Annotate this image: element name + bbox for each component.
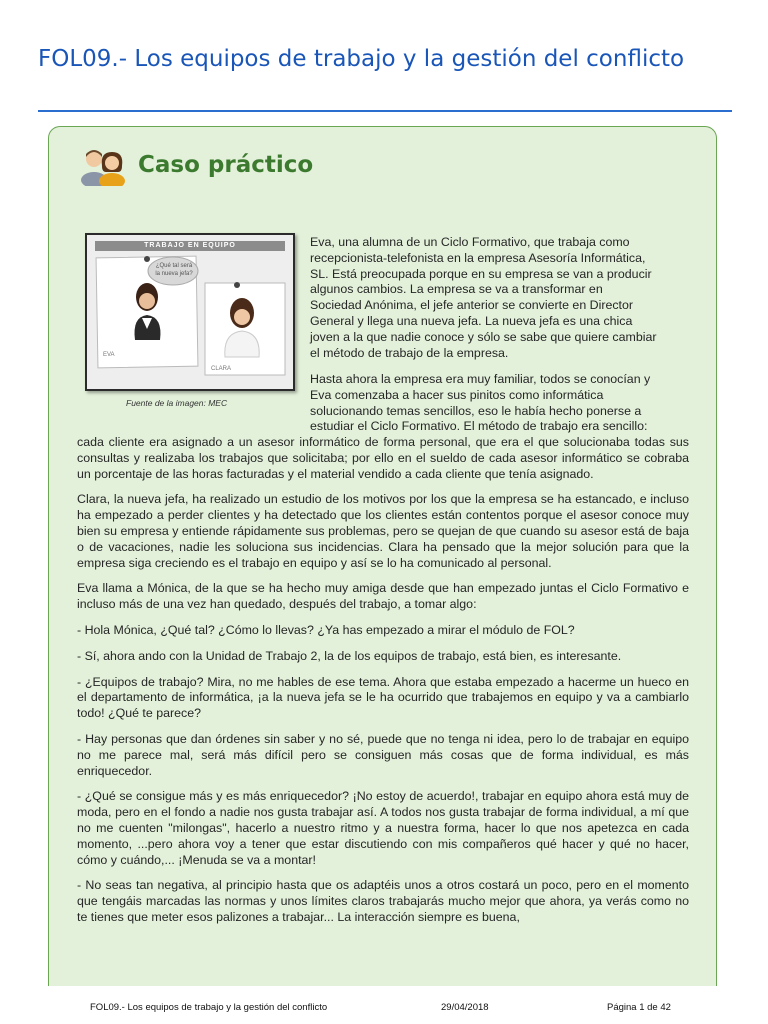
speech-bubble — [151, 262, 197, 278]
dialogue-line: - ¿Equipos de trabajo? Mira, no me hables de ese tema. Ahora que estaba empezado a hacerme un hueco en el departamento de informática, ¡a la nueva jefa se le ha ocurrido que trabajemos en equipo y va a cambiarlo todo! ¿Qué te parece? — [77, 674, 689, 721]
history-paragraph — [310, 372, 688, 435]
case-heading: Caso práctico — [138, 152, 314, 178]
paragraph: Eva llama a Mónica, de la que se ha hecho muy amiga desde que han empezado juntas el Ciclo Formativo e incluso más de una vez han quedado, después del trabajo, a tomar algo: — [77, 581, 689, 612]
label-eva: EVA — [103, 352, 115, 358]
text-line: algunos cambios. La empresa se va a transformar en — [310, 282, 603, 297]
dialogue-line: - Hola Mónica, ¿Qué tal? ¿Cómo lo llevas? ¿Ya has empezado a mirar el módulo de FOL? — [77, 622, 575, 637]
footer-title: FOL09.- Los equipos de trabajo y la gestión del conflicto — [90, 1002, 328, 1013]
text-line: Hasta ahora la empresa era muy familiar, todos se conocían y — [310, 372, 651, 386]
dialogue-line: - No seas tan negativa, al principio hasta que os adaptéis unos a otros costará un poco, pero en el momento que tengáis marcadas las normas y unos límites claros trabajarás mucho mejor que ahora, ya verás como no te tienes que meter esos palizones a trabajar... La interacción siempre es buena, — [77, 878, 689, 924]
text-line: SL. Está preocupada porque en su empresa se van a producir — [310, 266, 652, 281]
case-illustration — [85, 233, 295, 391]
text-line: Eva, una alumna de un Ciclo Formativo, que trabaja como — [310, 235, 630, 249]
text-line: joven a la que nadie conoce y sólo se sabe que quiere cambiar — [310, 329, 657, 344]
footer-date: 29/04/2018 — [441, 1002, 489, 1013]
image-caption: Fuente de la imagen: MEC — [126, 398, 228, 408]
text-line: recepcionista-telefonista en la empresa Asesoría Informática, — [310, 250, 646, 265]
paragraph: cada cliente era asignado a un asesor informático de forma personal, que era el que solucionaba todas sus consultas y realizaba los trabajos que solicitaba; por ello en el sueldo de cada asesor informático se cobraba un porcentaje de las horas facturadas y el material vendido a cada cliente que tenía asignado. — [77, 435, 689, 481]
text-line: el método de trabajo de la empresa. — [310, 345, 509, 360]
text-line: Eva comenzaba a hacer sus pinitos como informática — [310, 387, 604, 402]
bubble-line-1: ¿Qué tal será — [155, 263, 193, 269]
dialogue-line: - Hay personas que dan órdenes sin saber y no sé, puede que no tenga ni idea, pero lo de trabajar en equipo no me parece mal, será más difícil pero se consiguen más cosas que de forma individual, es más enriquecedor. — [77, 731, 689, 778]
title-divider — [38, 110, 732, 112]
page-title: FOL09.- Los equipos de trabajo y la gestión del conflicto — [38, 46, 685, 72]
text-line: estudiar el Ciclo Formativo. El método de trabajo era sencillo: — [310, 419, 648, 434]
two-people-icon — [78, 144, 128, 186]
text-line: General y llega una nueva jefa. La nueva jefa es una chica — [310, 313, 633, 328]
text-line: solucionando temas sencillos, eso le había hecho ponerse a — [310, 403, 642, 418]
case-body — [77, 435, 689, 936]
bubble-line-2: la nueva jefa? — [155, 271, 193, 277]
text-line: Sociedad Anónima, el jefe anterior se convierte en Director — [310, 298, 634, 313]
dialogue-line: - Sí, ahora ando con la Unidad de Trabajo 2, la de los equipos de trabajo, está bien, es interesante. — [77, 648, 622, 663]
dialogue-line: - ¿Qué se consigue más y es más enriquecedor? ¡No estoy de acuerdo!, trabajar en equipo ahora está muy de moda, pero en el fondo a nadie nos gusta trabajar así. A todos nos gusta trabajar de forma individual, a mí que no me cuenten "milongas", hacerlo a nuestro ritmo y a nuestra forma, hacer lo que nos apetezca en cada momento, ...pero ahora voy a tener que estar discutiendo con mis compañeros qué hacer y qué no hacer, cómo y cuándo,... ¡Menuda se va a montar! — [77, 789, 689, 867]
intro-paragraph — [310, 235, 688, 361]
label-clara: CLARA — [211, 366, 232, 372]
image-banner: TRABAJO EN EQUIPO — [144, 242, 236, 249]
paragraph: Clara, la nueva jefa, ha realizado un estudio de los motivos por los que la empresa se ha estancado, e incluso ha empezado a perder clientes y ha detectado que los clientes están contentos porque el asesor conoce muy bien su empresa y entiende rápidamente sus problemas, pero se quejan de que cuando su asesor está de baja o de vacaciones, nadie les soluciona sus incidencias. Clara ha pensado que la mejor solución para que la empresa siga creciendo es el trabajo en equipo y así se lo ha comunicado al personal. — [77, 492, 689, 570]
footer-page-number: Página 1 de 42 — [607, 1002, 671, 1013]
